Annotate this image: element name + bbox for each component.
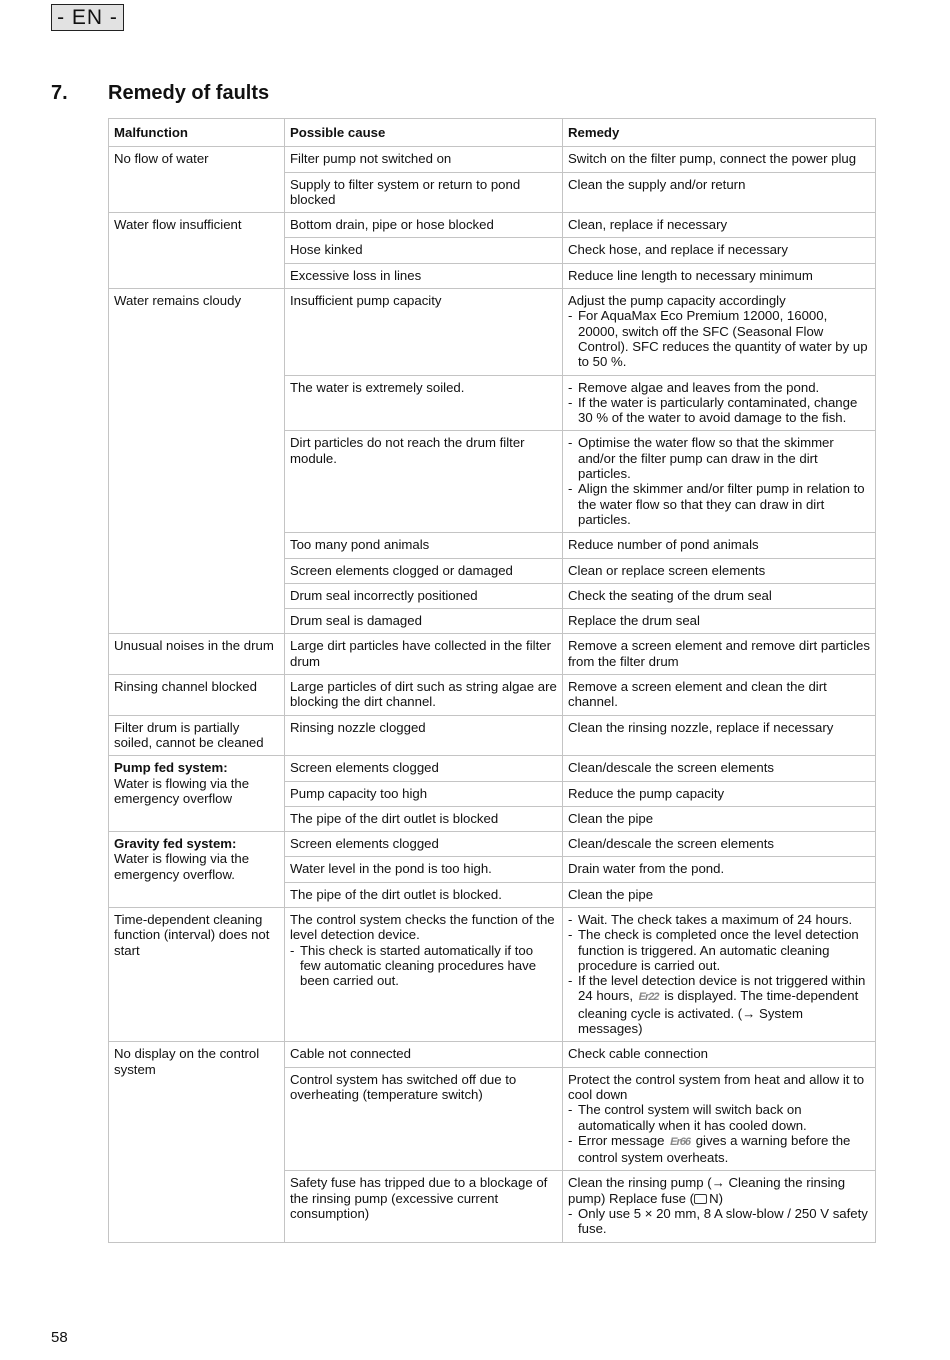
remedy-cell xyxy=(563,431,876,533)
language-tag: - EN - xyxy=(51,4,124,31)
table-row xyxy=(109,715,876,756)
malfunction-text: Water is flowing via the emergency overflow. xyxy=(114,851,250,882)
table-row xyxy=(109,634,876,675)
cause-cell: Screen elements clogged xyxy=(285,756,563,781)
remedy-text-part: gives a warning before the control system overheats. xyxy=(578,1132,851,1166)
malfunction-system-label: Gravity fed system: xyxy=(114,836,237,852)
cause-cell: Hose kinked xyxy=(285,238,563,263)
remedy-cell: Clean the pipe xyxy=(563,806,876,831)
remedy-cell: Reduce line length to necessary minimum xyxy=(563,263,876,288)
remedy-cell: Clean or replace screen elements xyxy=(563,558,876,583)
cause-cell: Cable not connected xyxy=(285,1042,563,1067)
malfunction-cell: No display on the control system xyxy=(109,1042,285,1242)
table-row xyxy=(109,756,876,781)
section-title: Remedy of faults xyxy=(108,82,270,104)
remedy-bullet: - For AquaMax Eco Premium 12000, 16000, 20000, switch off the SFC (Seasonal Flow Control). SFC reduces the quantity of water by up to 50 %. xyxy=(568,308,870,369)
remedy-cell: Check the seating of the drum seal xyxy=(563,583,876,608)
remedy-text-part: N) xyxy=(709,1190,723,1206)
cause-cell xyxy=(285,907,563,1041)
cause-cell: Large particles of dirt such as string algae are blocking the dirt channel. xyxy=(285,675,563,716)
cause-cell: The water is extremely soiled. xyxy=(285,375,563,431)
cause-cell: Supply to filter system or return to pond blocked xyxy=(285,172,563,213)
malfunction-cell xyxy=(109,756,285,832)
remedy-cell: Clean/descale the screen elements xyxy=(563,832,876,857)
cause-cell: Control system has switched off due to overheating (temperature switch) xyxy=(285,1067,563,1171)
remedy-cell: Check cable connection xyxy=(563,1042,876,1067)
cause-cell: Pump capacity too high xyxy=(285,781,563,806)
cause-cell: Bottom drain, pipe or hose blocked xyxy=(285,213,563,238)
cause-cell: Filter pump not switched on xyxy=(285,147,563,172)
remedy-text xyxy=(568,1175,870,1206)
malfunction-cell: No flow of water xyxy=(109,147,285,213)
remedy-text-part: If the level detection device is not triggered within 24 hours, xyxy=(578,973,866,1004)
malfunction-cell: Unusual noises in the drum xyxy=(109,634,285,675)
cause-cell: Excessive loss in lines xyxy=(285,263,563,288)
remedy-cell: Drain water from the pond. xyxy=(563,857,876,882)
table-row xyxy=(109,213,876,238)
reference-box-icon xyxy=(694,1194,707,1204)
cause-text: The control system checks the function of the level detection device. xyxy=(290,911,555,943)
remedy-cell xyxy=(563,907,876,1041)
section-heading xyxy=(51,82,269,105)
section-number: 7. xyxy=(51,82,68,104)
cause-cell: The pipe of the dirt outlet is blocked. xyxy=(285,882,563,907)
remedy-bullet xyxy=(568,1133,870,1166)
table-row xyxy=(109,147,876,172)
malfunction-cell xyxy=(109,832,285,908)
remedy-bullet: - Align the skimmer and/or filter pump in relation to the water flow so that they can draw in dirt particles. xyxy=(568,481,870,527)
remedy-bullet: - The control system will switch back on automatically when it has cooled down. xyxy=(568,1102,870,1133)
remedy-bullet: - If the water is particularly contaminated, change 30 % of the water to avoid damage to the fish. xyxy=(568,395,870,426)
remedy-cell: Reduce number of pond animals xyxy=(563,533,876,558)
remedy-cell: Clean the pipe xyxy=(563,882,876,907)
remedy-cell xyxy=(563,1171,876,1242)
malfunction-cell: Rinsing channel blocked xyxy=(109,675,285,716)
remedy-text-part: is displayed. The time-dependent cleaning cycle is activated. (→ System messages) xyxy=(578,988,859,1037)
cause-bullet: - This check is started automatically if too few automatic cleaning procedures have been carried out. xyxy=(290,943,557,989)
malfunction-cell: Time-dependent cleaning function (interval) does not start xyxy=(109,907,285,1041)
cause-cell: Insufficient pump capacity xyxy=(285,289,563,375)
remedy-cell: Remove a screen element and clean the dirt channel. xyxy=(563,675,876,716)
remedy-cell: Switch on the filter pump, connect the power plug xyxy=(563,147,876,172)
remedy-cell xyxy=(563,375,876,431)
header-cause: Possible cause xyxy=(285,119,563,147)
remedy-bullet: - The check is completed once the level detection function is triggered. An automatic cleaning procedure is carried out. xyxy=(568,927,870,973)
remedy-cell xyxy=(563,289,876,375)
header-malfunction: Malfunction xyxy=(109,119,285,147)
table-row xyxy=(109,832,876,857)
cause-cell: The pipe of the dirt outlet is blocked xyxy=(285,806,563,831)
header-remedy: Remedy xyxy=(563,119,876,147)
remedy-text-part: Clean the rinsing pump (→ Cleaning the rinsing pump) Replace fuse ( xyxy=(568,1175,846,1206)
table-row xyxy=(109,289,876,375)
cause-cell: Too many pond animals xyxy=(285,533,563,558)
table-row xyxy=(109,1042,876,1067)
cause-cell: Screen elements clogged xyxy=(285,832,563,857)
table-header-row xyxy=(109,119,876,147)
error-code-er22-icon: Er22 xyxy=(638,991,659,1004)
cause-cell: Drum seal is damaged xyxy=(285,609,563,634)
fault-table xyxy=(108,118,876,1243)
remedy-text: Protect the control system from heat and allow it to cool down xyxy=(568,1071,865,1102)
cause-cell: Water level in the pond is too high. xyxy=(285,857,563,882)
remedy-bullet: - Only use 5 × 20 mm, 8 A slow-blow / 250 V safety fuse. xyxy=(568,1206,870,1237)
cause-cell: Dirt particles do not reach the drum filter module. xyxy=(285,431,563,533)
cause-cell: Drum seal incorrectly positioned xyxy=(285,583,563,608)
cause-cell: Safety fuse has tripped due to a blockage of the rinsing pump (excessive current consumption) xyxy=(285,1171,563,1242)
malfunction-text: Water is flowing via the emergency overflow xyxy=(114,775,250,806)
remedy-bullet xyxy=(568,973,870,1036)
remedy-bullet: - Optimise the water flow so that the skimmer and/or the filter pump can draw in the dirt particles. xyxy=(568,435,870,481)
malfunction-cell: Filter drum is partially soiled, cannot be cleaned xyxy=(109,715,285,756)
table-row xyxy=(109,675,876,716)
remedy-bullet: - Remove algae and leaves from the pond. xyxy=(568,380,870,395)
remedy-cell: Replace the drum seal xyxy=(563,609,876,634)
page-number: 58 xyxy=(51,1329,68,1346)
error-code-er66-icon: Er66 xyxy=(670,1135,691,1148)
remedy-bullet: - Wait. The check takes a maximum of 24 hours. xyxy=(568,912,870,927)
remedy-text-part: Error message xyxy=(578,1132,665,1148)
remedy-cell: Clean the supply and/or return xyxy=(563,172,876,213)
remedy-cell: Reduce the pump capacity xyxy=(563,781,876,806)
remedy-cell: Remove a screen element and remove dirt particles from the filter drum xyxy=(563,634,876,675)
malfunction-cell: Water flow insufficient xyxy=(109,213,285,289)
cause-cell: Screen elements clogged or damaged xyxy=(285,558,563,583)
remedy-cell: Clean/descale the screen elements xyxy=(563,756,876,781)
remedy-cell: Clean, replace if necessary xyxy=(563,213,876,238)
remedy-cell: Check hose, and replace if necessary xyxy=(563,238,876,263)
malfunction-cell: Water remains cloudy xyxy=(109,289,285,634)
remedy-cell: Clean the rinsing nozzle, replace if necessary xyxy=(563,715,876,756)
remedy-text: Adjust the pump capacity accordingly xyxy=(568,293,786,309)
remedy-cell xyxy=(563,1067,876,1171)
malfunction-system-label: Pump fed system: xyxy=(114,760,228,776)
cause-cell: Rinsing nozzle clogged xyxy=(285,715,563,756)
cause-cell: Large dirt particles have collected in the filter drum xyxy=(285,634,563,675)
table-row xyxy=(109,907,876,1041)
